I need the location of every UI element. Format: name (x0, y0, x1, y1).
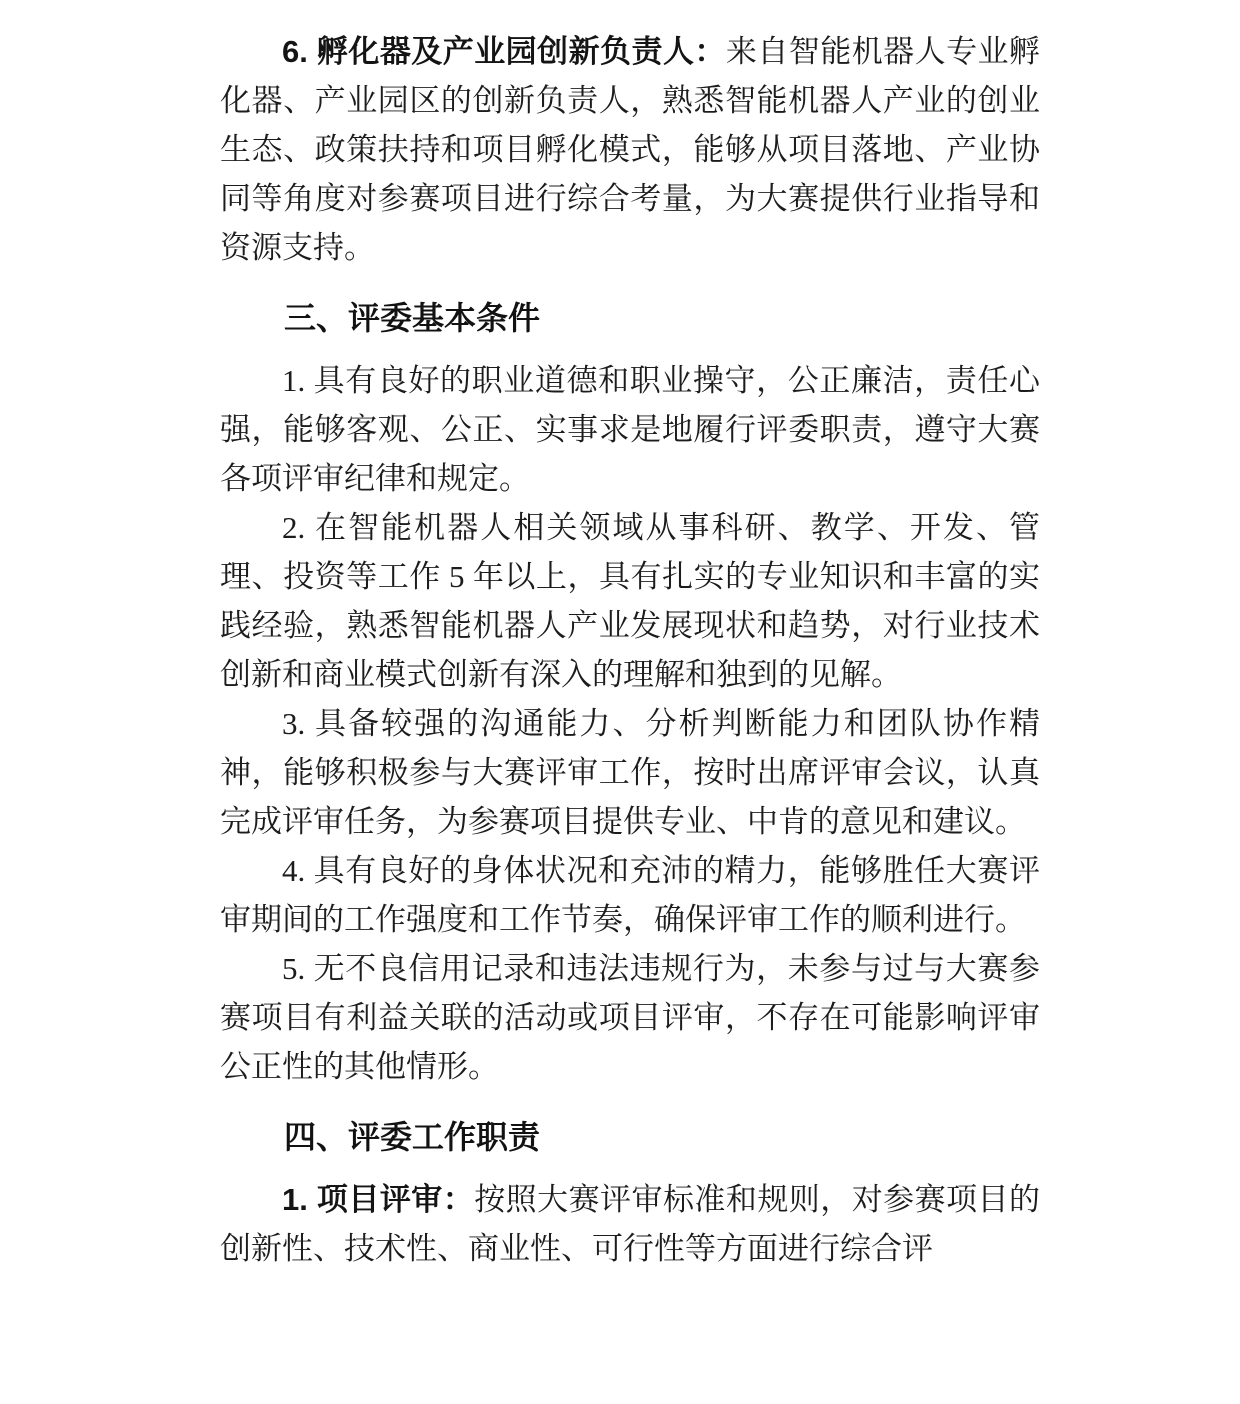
paragraph-incubator-leader (220, 27, 1040, 272)
basic-condition-item-3: 3. 具备较强的沟通能力、分析判断能力和团队协作精神，能够积极参与大赛评审工作，按时出席评审会议，认真完成评审任务，为参赛项目提供专业、中肯的意见和建议。 (220, 706, 1040, 839)
basic-condition-item-2: 2. 在智能机器人相关领域从事科研、教学、开发、管理、投资等工作 5 年以上，具有扎实的专业知识和丰富的实践经验，熟悉智能机器人产业发展现状和趋势，对行业技术创新和商业模式创新有深入的理解和独到的见解。 (220, 510, 1040, 692)
section-heading-basic-conditions: 三、评委基本条件 (284, 300, 541, 336)
duty-item-project-review (220, 1175, 1040, 1273)
paragraph-incubator-leader-text: 来自智能机器人专业孵化器、产业园区的创新负责人，熟悉智能机器人产业的创业生态、政策扶持和项目孵化模式，能够从项目落地、产业协同等角度对参赛项目进行综合考量，为大赛提供行业指导和资源支持。 (220, 34, 1041, 265)
paragraph-incubator-leader-label: 6. 孵化器及产业园创新负责人： (282, 34, 726, 69)
duty-item-project-review-text: 按照大赛评审标准和规则，对参赛项目的创新性、技术性、商业性、可行性等方面进行综合评 (220, 1182, 1041, 1266)
basic-condition-item-4: 4. 具有良好的身体状况和充沛的精力，能够胜任大赛评审期间的工作强度和工作节奏，确保评审工作的顺利进行。 (220, 853, 1040, 937)
duty-item-project-review-label: 1. 项目评审： (282, 1182, 475, 1217)
basic-condition-item-1: 1. 具有良好的职业道德和职业操守，公正廉洁，责任心强，能够客观、公正、实事求是地履行评委职责，遵守大赛各项评审纪律和规定。 (220, 363, 1040, 496)
section-heading-duties: 四、评委工作职责 (284, 1119, 541, 1155)
basic-condition-item-5: 5. 无不良信用记录和违法违规行为，未参与过与大赛参赛项目有利益关联的活动或项目评审，不存在可能影响评审公正性的其他情形。 (220, 951, 1040, 1084)
